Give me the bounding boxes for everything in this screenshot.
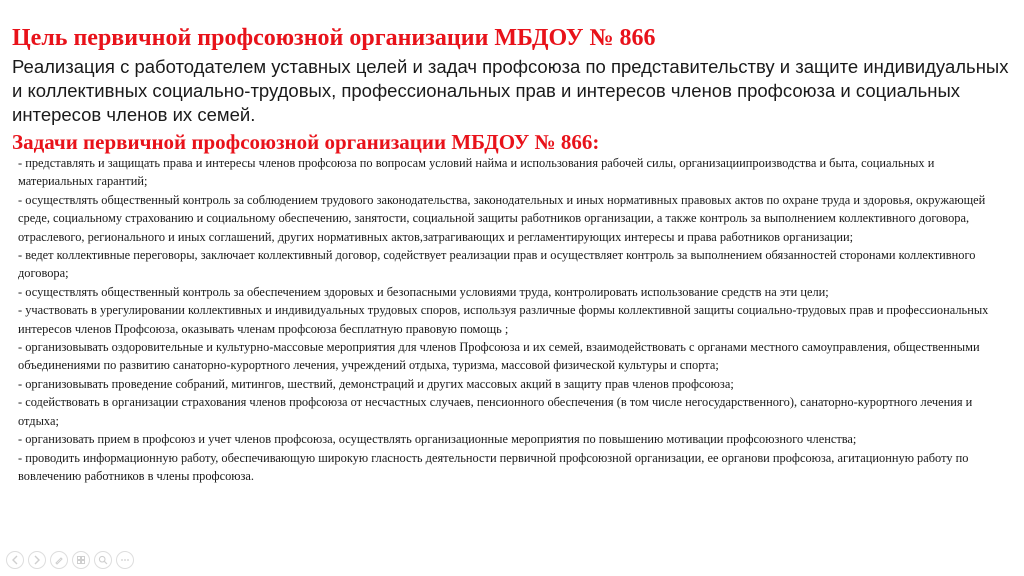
- arrow-right-icon: [32, 555, 42, 565]
- task-item: - проводить информационную работу, обеспечивающую широкую гласность деятельности первичной профсоюзной организации, ее органови профсоюза, агитационную работу по вовлечению работников в члены профсоюза.: [18, 450, 969, 483]
- tasks-heading: Задачи первичной профсоюзной организации МБДОУ № 866:: [12, 130, 600, 154]
- pen-icon: [54, 555, 64, 565]
- pen-tool-button[interactable]: [50, 551, 68, 569]
- more-options-button[interactable]: [116, 551, 134, 569]
- next-slide-button[interactable]: [28, 551, 46, 569]
- zoom-icon: [98, 555, 108, 565]
- see-all-slides-button[interactable]: [72, 551, 90, 569]
- task-item: - организовывать оздоровительные и культурно-массовые мероприятия для членов Профсоюза и их семей, взаимодействовать с органами местного самоуправления, общественными объединениями по развитию санаторно-курортного лечения, учреждений отдыха, туризма, массовой физической культуры и спорта;: [18, 340, 980, 373]
- slideshow-nav-bar: [6, 551, 134, 571]
- slide-title: Цель первичной профсоюзной организации МБДОУ № 866: [12, 25, 656, 51]
- task-item: - организовать прием в профсоюз и учет членов профсоюза, осуществлять организационные мероприятия по повышению мотивации профсоюзного членства;: [18, 432, 857, 447]
- tasks-list: [18, 154, 1012, 485]
- zoom-button[interactable]: [94, 551, 112, 569]
- more-icon: [120, 555, 130, 565]
- previous-slide-button[interactable]: [6, 551, 24, 569]
- task-item: - участвовать в урегулировании коллективных и индивидуальных трудовых споров, используя различные формы коллективной защиты социально-трудовых прав и профессиональных интересов членов Профсоюза, оказывать членам профсоюза бесплатную правовую помощь ;: [18, 303, 989, 336]
- task-item: - организовывать проведение собраний, митингов, шествий, демонстраций и других массовых акций в защиту прав членов профсоюза;: [18, 376, 734, 391]
- task-item: - содействовать в организации страхования членов профсоюза от несчастных случаев, пенсионного обеспечения (в том числе негосударственного), санаторно-курортного лечения и отдыха;: [18, 395, 973, 428]
- slides-icon: [76, 555, 86, 565]
- task-item: - представлять и защищать права и интересы членов профсоюза по вопросам условий найма и использования рабочей силы, организациипроизводства и быта, социальных и материальных гарантий;: [18, 156, 935, 189]
- goal-text: Реализация с работодателем уставных целей и задач профсоюза по представительству и защите индивидуальных и коллективных социально-трудовых, профессиональных прав и интересов членов профсоюза и социальных интересов членов их семей.: [12, 56, 1009, 125]
- task-item: - ведет коллективные переговоры, заключает коллективный договор, содействует реализации прав и осуществляет контроль за выполнением обязанностей сторонами коллективного договора;: [18, 248, 976, 281]
- task-item: - осуществлять общественный контроль за обеспечением здоровых и безопасными условиями труда, контролировать использование средств на эти цели;: [18, 284, 829, 299]
- arrow-left-icon: [10, 555, 20, 565]
- task-item: - осуществлять общественный контроль за соблюдением трудового законодательства, законодательных и иных нормативных правовых актов по охране труда и здоровья, окружающей среде, социальному страхованию и социальному обеспечению, занятости, социальной защиты работников организации, а также контроль за выполнением коллективного договора, отраслевого, регионального и иных соглашений, других нормативных актов,затрагивающих и регламентирующих интересы и права работников организации;: [18, 192, 986, 244]
